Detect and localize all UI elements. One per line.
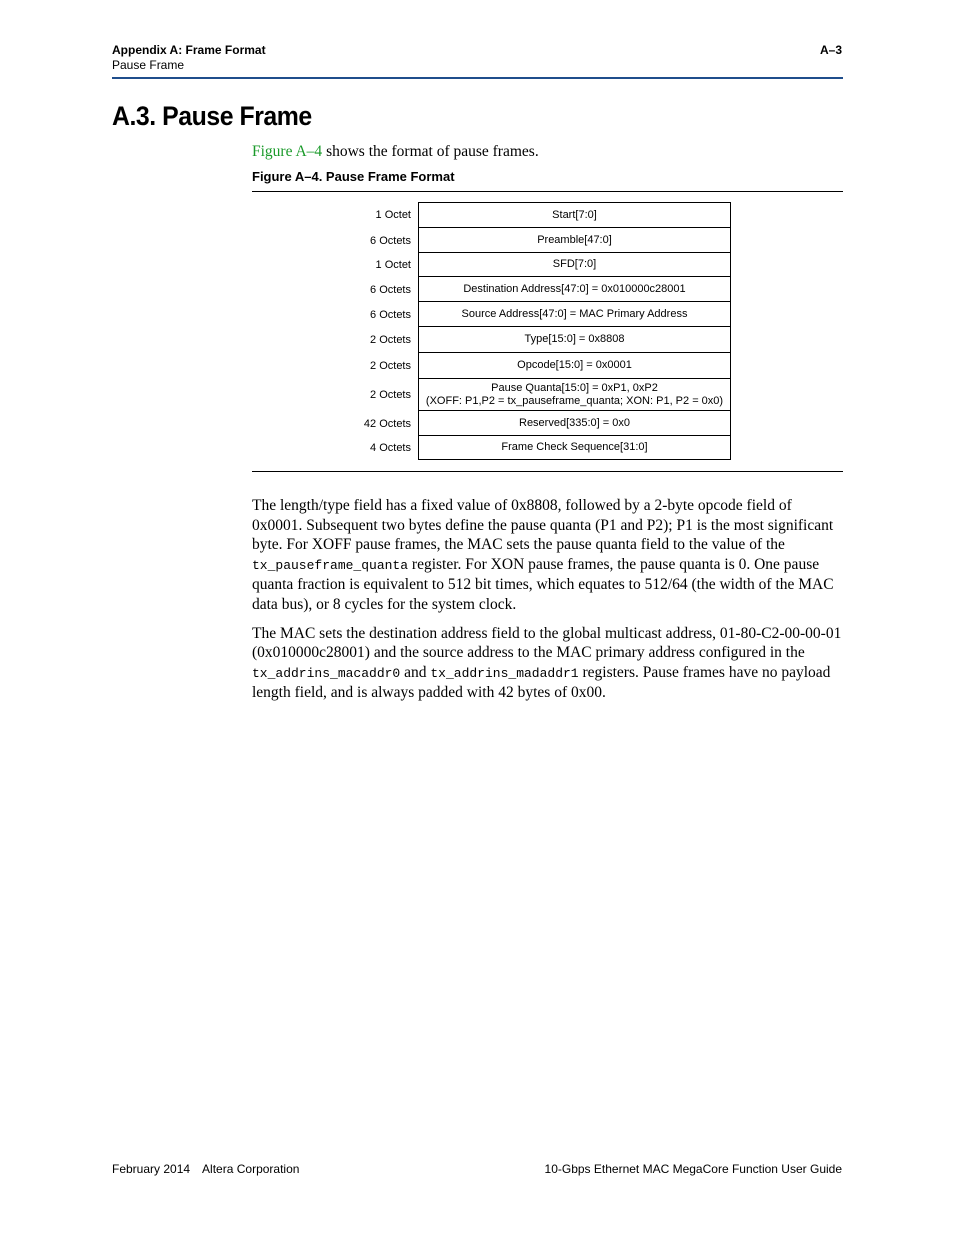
text-run: registers. Pause frames have no payload length field, and is always padded with 42 bytes of 0x00. xyxy=(252,663,831,702)
frame-field xyxy=(418,277,731,302)
field-label: Opcode[15:0] = 0x0001 xyxy=(517,359,632,371)
octet-size: 42 Octets xyxy=(363,417,411,430)
text-run: register. For XON pause frames, the pause quanta is 0. One pause quanta fraction is equivalent to 512 bit times, which equates to 512/64 (the width of the MAC data bus), or 8 cycles for the system clock. xyxy=(252,555,834,613)
frame-field xyxy=(418,302,731,327)
frame-row xyxy=(360,436,731,460)
footer-company: Altera Corporation xyxy=(202,1162,300,1176)
figure-top-rule xyxy=(252,191,843,192)
field-label-detail: (XOFF: P1,P2 = tx_pauseframe_quanta; XON: P1, P2 = 0x0) xyxy=(425,394,724,407)
field-label: Start[7:0] xyxy=(552,208,597,221)
text-run: and xyxy=(400,663,431,681)
body-text xyxy=(252,496,843,712)
octet-size: 6 Octets xyxy=(370,308,411,321)
paragraph-address xyxy=(252,624,843,703)
field-label: Source Address[47:0] = MAC Primary Address xyxy=(461,307,688,320)
running-header xyxy=(112,43,266,73)
field-label: Frame Check Sequence[31:0] xyxy=(501,441,648,453)
octet-size: 2 Octets xyxy=(370,334,411,346)
text-run: The MAC sets the destination address field to the global multicast address, 01-80-C2-00-00-01 (0x010000c28001) and the source address to the MAC primary address configured in the xyxy=(252,624,842,662)
footer-date: February 2014 xyxy=(112,1162,191,1176)
header-page-number: A–3 xyxy=(819,43,842,57)
frame-row xyxy=(360,379,731,411)
octet-size: 1 Octet xyxy=(375,209,411,221)
octet-size: 2 Octets xyxy=(370,389,411,401)
field-label: Type[15:0] = 0x8808 xyxy=(524,333,625,345)
field-label: SFD[7:0] xyxy=(552,258,597,270)
pause-frame-format-table xyxy=(360,202,731,460)
frame-field xyxy=(418,379,731,411)
frame-field xyxy=(418,202,731,228)
field-label: Reserved[335:0] = 0x0 xyxy=(519,416,630,429)
footer-left xyxy=(112,1162,299,1176)
frame-field xyxy=(418,353,731,379)
octet-size: 6 Octets xyxy=(370,283,411,296)
text-run: The length/type field has a fixed value of 0x8808, followed by a 2-byte opcode field of 0x0001. Subsequent two bytes define the pause quanta (P1 and P2); P1 is the most significant byte. For XOFF pause frames, the MAC sets the pause quanta field to the value of the xyxy=(252,497,834,554)
field-label: Preamble[47:0] xyxy=(537,233,612,246)
frame-row xyxy=(360,228,731,253)
frame-field xyxy=(418,228,731,253)
figure-caption: Figure A–4. Pause Frame Format xyxy=(252,169,455,184)
octet-size: 1 Octet xyxy=(375,259,411,271)
frame-row xyxy=(360,253,731,277)
frame-row xyxy=(360,277,731,302)
octet-size: 4 Octets xyxy=(370,442,411,454)
frame-field xyxy=(418,327,731,353)
footer-doc-title: 10-Gbps Ethernet MAC MegaCore Function User Guide xyxy=(544,1162,842,1176)
frame-field xyxy=(418,253,731,277)
figure-link[interactable]: Figure A–4 xyxy=(252,143,323,160)
intro-text: shows the format of pause frames. xyxy=(322,143,539,160)
header-section: Pause Frame xyxy=(112,58,185,72)
frame-row xyxy=(360,327,731,353)
octet-size: 6 Octets xyxy=(370,234,411,247)
register-name: tx_pauseframe_quanta xyxy=(252,557,409,573)
header-divider xyxy=(112,77,843,79)
field-label: Pause Quanta[15:0] = 0xP1, 0xP2 xyxy=(491,381,658,394)
frame-field xyxy=(418,411,731,436)
octet-size: 2 Octets xyxy=(370,360,411,372)
register-name: tx_addrins_macaddr0 xyxy=(252,665,401,681)
figure-bottom-rule xyxy=(252,471,843,472)
frame-field xyxy=(418,436,731,460)
section-title: A.3. Pause Frame xyxy=(112,101,312,131)
frame-row xyxy=(360,202,731,228)
frame-row xyxy=(360,353,731,379)
intro-paragraph xyxy=(252,143,539,161)
register-name: tx_addrins_madaddr1 xyxy=(430,665,579,681)
frame-row xyxy=(360,302,731,327)
header-chapter: Appendix A: Frame Format xyxy=(112,43,266,57)
frame-row xyxy=(360,411,731,436)
field-label: Destination Address[47:0] = 0x010000c28001 xyxy=(463,282,686,295)
paragraph-pause-quanta xyxy=(252,496,843,615)
